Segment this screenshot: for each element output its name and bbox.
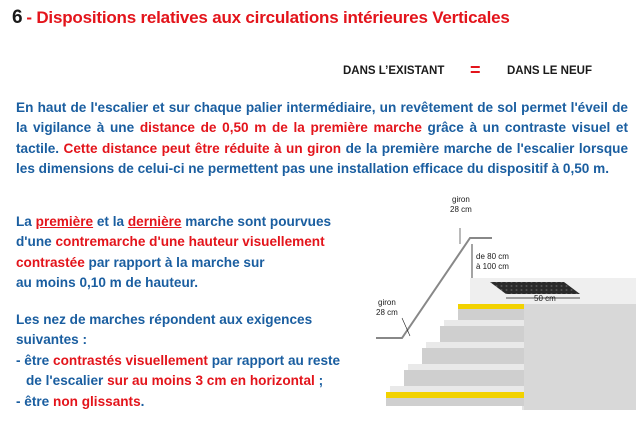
para-text-1: En haut de l'escalier et sur chaque palier intermédiaire, un revêtement de sol permet l'éveil de la vigilance à une	[16, 100, 628, 136]
section-number: 6	[12, 7, 23, 28]
text: au moins 0,10 m de hauteur.	[16, 275, 199, 291]
highlight-non-glissants: non glissants	[53, 393, 141, 409]
highlight-premiere: première	[35, 214, 94, 229]
equivalence-row	[0, 60, 643, 83]
block2-line-2: suivantes :	[16, 332, 88, 348]
highlight-contrastee: contrastée	[16, 254, 85, 270]
para-text-2: grâce à un contraste visuel et tactile.	[16, 120, 629, 156]
block2-line-1: Les nez de marches répondent aux exigences	[16, 312, 313, 327]
block1-line-3	[16, 253, 376, 273]
highlight-contrastes: contrastés visuellement	[53, 352, 208, 368]
text: La	[16, 214, 36, 229]
block1-line-4	[16, 273, 376, 293]
para-text-3: de la première marche de l'escalier lorsque les dimensions de celui-ci ne permettent pas une installation efficace du dispositif à 0,50 m.	[16, 140, 629, 177]
step-5-tread	[390, 386, 524, 392]
para-highlight-giron: Cette distance peut être réduite à un giron	[63, 140, 342, 156]
step-2-riser	[440, 326, 524, 342]
step-5-yellow	[386, 392, 524, 398]
step-4-tread	[408, 364, 524, 370]
text: .	[140, 393, 145, 409]
block1-line-2	[16, 232, 376, 252]
giron-left-label-2: 28 cm	[376, 308, 398, 317]
giron-top-label-2: 28 cm	[450, 205, 472, 214]
nez-de-marche-block	[16, 310, 376, 412]
label-existant: DANS L’EXISTANT	[343, 65, 445, 77]
step-2-tread	[444, 320, 524, 326]
giron-left-label-1: giron	[378, 298, 396, 307]
step-1-yellow	[458, 304, 524, 309]
highlight-contremarche: contremarche d'une hauteur visuellement	[55, 234, 325, 250]
giron-top-label-1: giron	[452, 195, 470, 204]
step-3-tread	[426, 342, 524, 348]
block1-line-1	[16, 212, 376, 232]
text: de l'escalier	[26, 373, 108, 389]
steps	[386, 304, 524, 406]
intro-paragraph	[16, 98, 628, 180]
text: et la	[93, 214, 128, 229]
stair-diagram	[374, 192, 636, 410]
text: - être	[16, 393, 54, 409]
highlight-derniere: dernière	[127, 214, 182, 229]
side-wall-face	[524, 304, 636, 410]
block2-line-4	[16, 371, 376, 391]
text: marche sont pourvues	[181, 214, 332, 229]
text: par rapport au reste	[207, 352, 341, 368]
block2-line-3	[16, 351, 376, 371]
text: par rapport à la marche sur	[84, 254, 265, 270]
equals-sign: =	[470, 60, 481, 80]
text: ;	[314, 373, 324, 389]
height-label-2: à 100 cm	[476, 262, 509, 271]
highlight-3cm: sur au moins 3 cm en horizontal	[107, 373, 315, 389]
para-highlight-distance: distance de 0,50 m de la première marche	[139, 120, 422, 136]
contremarche-block	[16, 212, 376, 294]
block2-line-5	[16, 392, 376, 412]
text: d'une	[16, 234, 56, 250]
height-label-1: de 80 cm	[476, 252, 509, 261]
step-3-riser	[422, 348, 524, 364]
label-neuf: DANS LE NEUF	[507, 65, 592, 77]
dimension-50cm-label: 50 cm	[534, 294, 556, 303]
page-title	[12, 7, 632, 29]
text: - être	[16, 352, 54, 368]
step-4-riser	[404, 370, 524, 386]
title-text: - Dispositions relatives aux circulations intérieures Verticales	[26, 8, 510, 27]
